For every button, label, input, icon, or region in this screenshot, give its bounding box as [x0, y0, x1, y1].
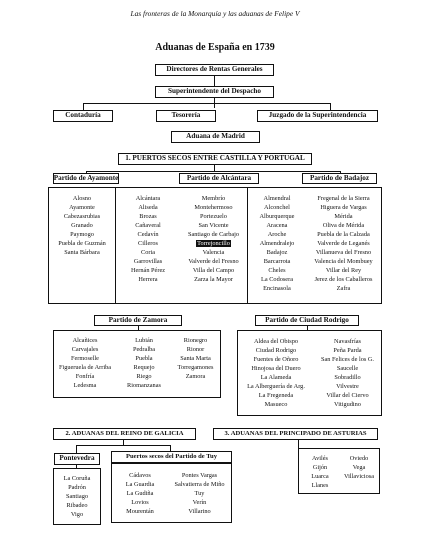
list-item: Cedavín — [137, 231, 159, 239]
connector — [86, 171, 340, 172]
list-item: Fregenal de la Sierra — [317, 195, 370, 202]
list-item: Aliseda — [138, 204, 158, 212]
list-item: Mérida — [334, 213, 353, 221]
list-item: Montehermoso — [194, 204, 233, 212]
list-item: Hinojosa del Duero — [251, 365, 301, 373]
list-item: Villar del Rey — [325, 267, 362, 275]
list-item: Membrío — [201, 195, 226, 202]
list-item: Lubián — [135, 337, 153, 344]
list-item: Rionegro — [183, 337, 208, 344]
list-alcantara-1 — [116, 194, 180, 284]
list-item: Almendralejo — [259, 240, 295, 248]
list-item: Avilés — [312, 455, 328, 462]
list-item: Cádavos — [129, 472, 151, 479]
list-item: Pedralba — [132, 346, 156, 354]
box-partido-zamora: Partido de Zamora — [94, 315, 182, 326]
list-item: Luarca — [311, 473, 329, 481]
list-item: Ledesma — [73, 382, 97, 390]
list-item: La Gudiña — [126, 490, 154, 498]
list-item: Oliva de Mérida — [322, 222, 365, 230]
list-item: Fonfría — [75, 373, 95, 381]
list-item: Santiago — [65, 493, 89, 501]
list-item: Jerez de los Caballeros — [314, 276, 373, 284]
list-item: Oviedo — [349, 455, 369, 462]
list-item: Cheles — [268, 267, 286, 275]
connector — [76, 445, 170, 446]
list-item: Navasfrías — [334, 338, 361, 345]
list-item: Mourentán — [126, 508, 154, 516]
list-item: Valencia del Mombuey — [314, 258, 373, 266]
list-item: Villanueva del Fresno — [315, 249, 372, 257]
box-juzgado: Juzgado de la Superintendencia — [257, 110, 378, 122]
list-item: Fermoselle — [71, 355, 99, 363]
list-item: Cilleros — [138, 240, 158, 248]
list-item: Alconchel — [264, 204, 290, 212]
list-item: San Vicente — [198, 222, 229, 230]
list-item: Figueruela de Arriba — [58, 364, 112, 372]
list-item: Tuy — [194, 490, 205, 498]
list-item: Higuera de Vargas — [320, 204, 367, 212]
list-item: Zamora — [185, 373, 206, 381]
list-zamora-1 — [53, 336, 117, 390]
list-item: Herrera — [138, 276, 158, 284]
box-partido-tuy: Puertos secos del Partido de Tuy — [111, 451, 232, 463]
connector — [76, 445, 77, 453]
list-item: Masueco — [264, 401, 288, 409]
list-tuy-2 — [168, 471, 231, 516]
list-item: La Alberguería de Arg. — [247, 383, 305, 391]
list-item: Santa Marta — [180, 355, 211, 363]
list-item: Verín — [192, 499, 207, 507]
list-item: Aroche — [267, 231, 287, 239]
list-item: Santa Bárbara — [64, 249, 100, 257]
list-item: Granado — [71, 222, 93, 230]
list-item: Barcarrota — [263, 258, 291, 266]
list-ciudad-rodrigo-2 — [314, 337, 381, 409]
list-item: Saucelle — [336, 365, 359, 373]
list-item: Peña Parda — [333, 347, 362, 355]
list-item: Brozas — [139, 213, 157, 221]
box-pontevedra: Pontevedra — [54, 453, 100, 465]
list-alcantara-2 — [180, 194, 247, 284]
list-ayamonte — [49, 194, 115, 257]
connector — [298, 440, 299, 448]
list-item: Gijón — [312, 464, 328, 472]
list-zamora-2 — [117, 336, 171, 390]
list-item: Villarino — [188, 508, 211, 516]
list-item: Rionor — [186, 346, 205, 354]
list-item: Vitigudino — [334, 401, 361, 409]
list-asturias-1 — [299, 454, 341, 490]
highlighted-town: Torrejoncillo — [197, 240, 230, 248]
list-item: Fuentes de Oñoro — [253, 356, 299, 364]
list-item: Riomanzanas — [127, 382, 161, 390]
list-ciudad-rodrigo-1 — [238, 337, 314, 409]
list-badajoz-2 — [306, 194, 381, 294]
list-item: Paymogo — [70, 231, 94, 239]
list-item: Cabezasrubias — [63, 213, 101, 221]
list-item: Zarza la Mayor — [194, 276, 233, 284]
list-item: Aracena — [266, 222, 288, 230]
box-directores: Directores de Rentas Generales — [155, 64, 274, 76]
box-partido-ciudad-rodrigo: Partido de Ciudad Rodrigo — [255, 315, 359, 326]
section3-title: 3. ADUANAS DEL PRINCIPADO DE ASTURIAS — [213, 428, 378, 440]
connector — [214, 76, 215, 86]
list-item: Puebla — [135, 355, 153, 363]
diagram-title: Aduanas de España en 1739 — [155, 42, 275, 53]
list-item: Almendral — [263, 195, 291, 202]
list-item: Santiago de Carbajo — [187, 231, 240, 239]
list-item: Villaviciosa — [343, 473, 375, 481]
list-item: La Codosera — [261, 276, 293, 284]
list-item: San Felices de los G. — [321, 356, 374, 364]
list-item: Puebla de la Calzada — [317, 231, 370, 239]
list-item: Salvatierra de Miño — [174, 481, 225, 489]
list-item: Requejo — [133, 364, 155, 372]
list-item: La Guardia — [125, 481, 155, 489]
section1-title: 1. PUERTOS SECOS ENTRE CASTILLA Y PORTUGAL — [118, 153, 312, 165]
list-item: Pontes Vargas — [181, 472, 218, 479]
section2-title: 2. ADUANAS DEL REINO DE GALICIA — [53, 428, 196, 440]
list-item: Puebla de Guzmán — [58, 240, 106, 248]
box-partido-badajoz: Partido de Badajoz — [302, 173, 377, 184]
list-item: Riego — [136, 373, 152, 381]
list-item: Aldea del Obispo — [253, 338, 299, 345]
list-item: Alosno — [72, 195, 92, 202]
list-item: La Fregeneda — [258, 392, 294, 400]
box-contaduria: Contaduría — [53, 110, 113, 122]
list-item: La Alameda — [260, 374, 292, 382]
list-item-highlighted — [180, 239, 247, 248]
list-item: Villa del Campo — [192, 267, 235, 275]
list-item: Ciudad Rodrigo — [255, 347, 297, 355]
box-partido-alcantara: Partido de Alcántara — [179, 173, 259, 184]
list-item: Cañaveral — [135, 222, 161, 230]
running-title: Las fronteras de la Monarquía y las aduanas de Felipe V — [130, 9, 300, 18]
list-item: Portezuelo — [200, 213, 227, 221]
list-item: Llanes — [311, 482, 329, 490]
list-zamora-3 — [171, 336, 220, 381]
list-item: Garrovillas — [133, 258, 163, 266]
list-item: Valencia — [202, 249, 225, 257]
list-item: Sobradillo — [334, 374, 361, 382]
list-item: Alburquerque — [259, 213, 295, 221]
list-item: Torregamones — [177, 364, 214, 372]
list-item: Lovios — [131, 499, 149, 507]
list-item: Vega — [352, 464, 366, 472]
list-item: Hernán Pérez — [130, 267, 166, 275]
list-item: Padrón — [68, 484, 86, 492]
list-badajoz-1 — [248, 194, 306, 294]
list-pontevedra — [53, 474, 101, 519]
list-item: Vigo — [70, 511, 84, 519]
connector — [83, 103, 330, 104]
list-item: Coria — [141, 249, 155, 257]
list-item: Valverde de Leganés — [317, 240, 370, 248]
list-tuy-1 — [112, 471, 168, 516]
list-item: La Coruña — [63, 475, 91, 482]
list-item: Badajoz — [266, 249, 288, 257]
list-item: Zafra — [336, 285, 351, 293]
list-item: Alcañices — [72, 337, 98, 344]
list-item: Alcántara — [135, 195, 161, 202]
list-item: Valverde del Fresno — [188, 258, 239, 266]
box-superintendente: Superintendente del Despacho — [155, 86, 274, 98]
list-item: Carvajales — [71, 346, 99, 354]
list-item: Villar del Ciervo — [326, 392, 369, 400]
connector — [330, 103, 331, 110]
box-tesoreria: Tesorería — [156, 110, 216, 122]
connector — [83, 103, 84, 110]
list-item: Encinasola — [263, 285, 291, 293]
box-partido-ayamonte: Partido de Ayamonte — [53, 173, 119, 184]
list-item: Ayamonte — [69, 204, 95, 212]
list-asturias-2 — [339, 454, 379, 481]
box-aduana-madrid: Aduana de Madrid — [171, 131, 260, 143]
list-item: Vilvestre — [336, 383, 359, 391]
list-item: Ribadeo — [66, 502, 88, 510]
